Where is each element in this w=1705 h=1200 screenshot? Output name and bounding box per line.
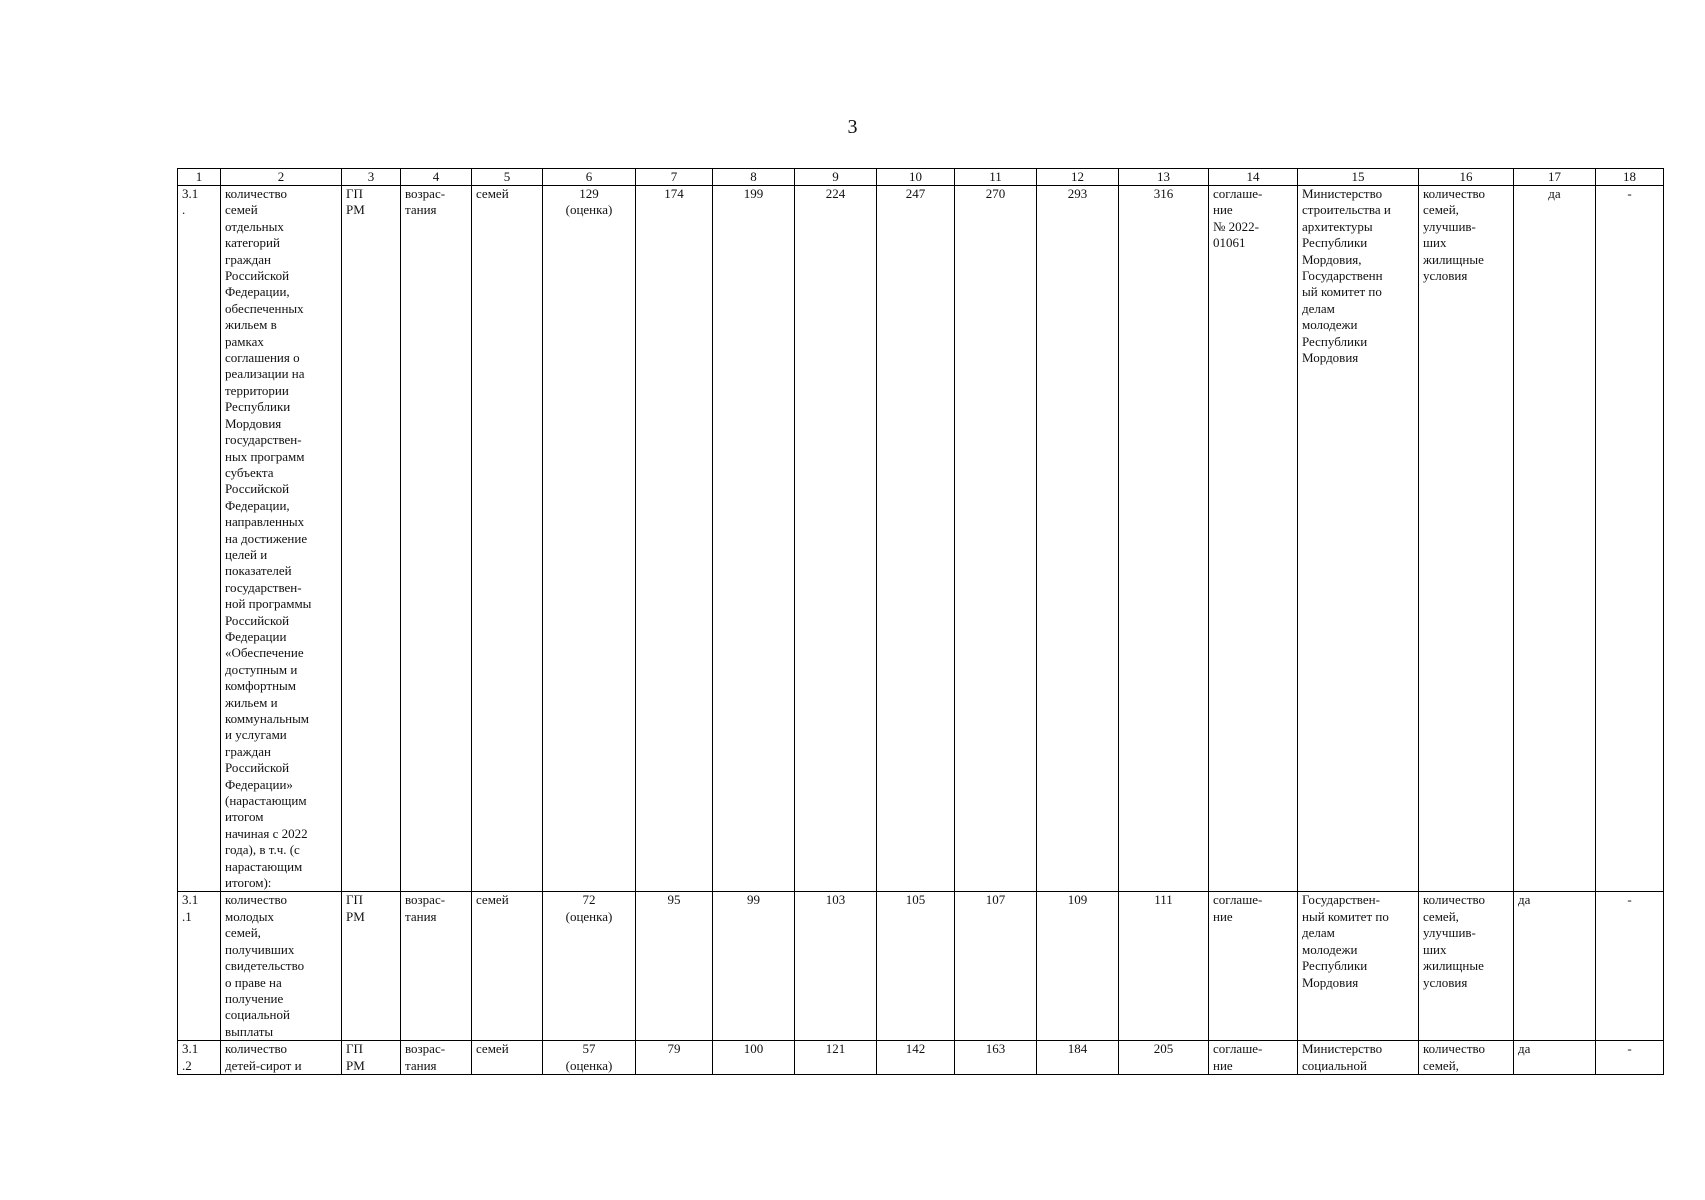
value-cell: 103: [795, 892, 877, 1041]
value-cell: 95: [636, 892, 713, 1041]
value-cell: 142: [877, 1041, 955, 1075]
header-cell: 12: [1037, 169, 1119, 186]
base-value-cell: 57 (оценка): [543, 1041, 636, 1075]
table-row: [178, 186, 1664, 892]
header-cell: 1: [178, 169, 221, 186]
header-cell: 6: [543, 169, 636, 186]
trend-cell: возрас- тания: [401, 1041, 472, 1075]
header-cell: 8: [713, 169, 795, 186]
value-cell: 105: [877, 892, 955, 1041]
value-cell: 99: [713, 892, 795, 1041]
base-value-cell: 72 (оценка): [543, 892, 636, 1041]
header-cell: 18: [1596, 169, 1664, 186]
indicator-name: количество молодых семей, получивших свидетельство о праве на получение социальной выплаты: [221, 892, 342, 1041]
header-cell: 14: [1209, 169, 1298, 186]
header-cell: 15: [1298, 169, 1419, 186]
value-cell: 224: [795, 186, 877, 892]
value-cell: 100: [713, 1041, 795, 1075]
responsible-cell: Министерство социальной: [1298, 1041, 1419, 1075]
table-row: [178, 1041, 1664, 1075]
value-cell: 316: [1119, 186, 1209, 892]
value-cell: 79: [636, 1041, 713, 1075]
last-cell: -: [1596, 1041, 1664, 1075]
value-cell: 121: [795, 1041, 877, 1075]
document-cell: соглаше- ние: [1209, 1041, 1298, 1075]
header-cell: 13: [1119, 169, 1209, 186]
indicator-name: количество семей отдельных категорий граждан Российской Федерации, обеспеченных жильем в рамках соглашения о реализации на территории Республики Мордовия государствен- ных программ субъекта Российской Федерации, направленных на достижение целей и показателей государствен- ной программы Российской Федерации «Обеспечение доступным и комфортным жильем и коммунальным и услугами граждан Российской Федерации» (нарастающим итогом начиная с 2022 года), в т.ч. (с нарастающим итогом):: [221, 186, 342, 892]
source-cell: ГП РМ: [342, 892, 401, 1041]
indicators-table: [177, 168, 1664, 1075]
trend-cell: возрас- тания: [401, 186, 472, 892]
responsible-cell: Государствен- ный комитет по делам молодежи Республики Мордовия: [1298, 892, 1419, 1041]
flag-cell: да: [1514, 186, 1596, 892]
responsible-cell: Министерство строительства и архитектуры Республики Мордовия, Государственн ый комитет по делам молодежи Республики Мордовия: [1298, 186, 1419, 892]
indicator-name: количество детей-сирот и: [221, 1041, 342, 1075]
unit-cell: семей: [472, 892, 543, 1041]
header-cell: 3: [342, 169, 401, 186]
header-cell: 16: [1419, 169, 1514, 186]
header-cell: 11: [955, 169, 1037, 186]
document-cell: соглаше- ние: [1209, 892, 1298, 1041]
value-cell: 270: [955, 186, 1037, 892]
header-cell: 7: [636, 169, 713, 186]
last-cell: -: [1596, 186, 1664, 892]
value-cell: 184: [1037, 1041, 1119, 1075]
unit-cell: семей: [472, 1041, 543, 1075]
result-cell: количество семей,: [1419, 1041, 1514, 1075]
page-number: 3: [847, 116, 858, 138]
value-cell: 111: [1119, 892, 1209, 1041]
row-number: 3.1 .1: [178, 892, 221, 1041]
header-cell: 9: [795, 169, 877, 186]
trend-cell: возрас- тания: [401, 892, 472, 1041]
table-row: [178, 892, 1664, 1041]
row-number: 3.1 .: [178, 186, 221, 892]
value-cell: 174: [636, 186, 713, 892]
header-cell: 10: [877, 169, 955, 186]
value-cell: 109: [1037, 892, 1119, 1041]
base-value-cell: 129 (оценка): [543, 186, 636, 892]
header-cell: 4: [401, 169, 472, 186]
source-cell: ГП РМ: [342, 186, 401, 892]
header-cell: 2: [221, 169, 342, 186]
value-cell: 199: [713, 186, 795, 892]
value-cell: 163: [955, 1041, 1037, 1075]
unit-cell: семей: [472, 186, 543, 892]
header-cell: 17: [1514, 169, 1596, 186]
flag-cell: да: [1514, 1041, 1596, 1075]
value-cell: 205: [1119, 1041, 1209, 1075]
last-cell: -: [1596, 892, 1664, 1041]
flag-cell: да: [1514, 892, 1596, 1041]
header-row: [178, 169, 1664, 186]
source-cell: ГП РМ: [342, 1041, 401, 1075]
result-cell: количество семей, улучшив- ших жилищные условия: [1419, 186, 1514, 892]
row-number: 3.1 .2: [178, 1041, 221, 1075]
value-cell: 107: [955, 892, 1037, 1041]
value-cell: 293: [1037, 186, 1119, 892]
document-cell: соглаше- ние № 2022- 01061: [1209, 186, 1298, 892]
header-cell: 5: [472, 169, 543, 186]
value-cell: 247: [877, 186, 955, 892]
result-cell: количество семей, улучшив- ших жилищные условия: [1419, 892, 1514, 1041]
